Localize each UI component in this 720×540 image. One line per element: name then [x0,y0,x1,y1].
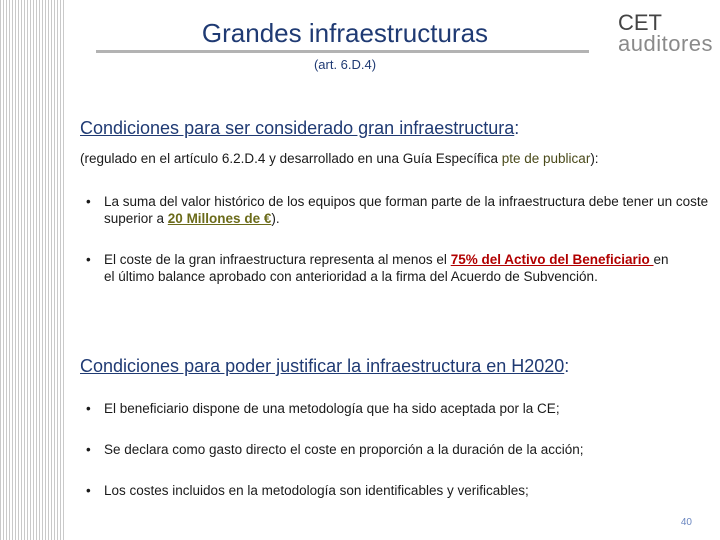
list-item-text [104,251,676,285]
decorative-stripe-bar [0,0,64,540]
section1-heading [80,118,519,139]
highlight-percentage: 75% del Activo del Beneficiario [450,252,654,267]
list-item-text: Los costes incluidos en la metodología son identificables y verificables; [104,483,529,498]
section1-note [80,151,599,166]
bullet-icon: • [86,252,91,267]
bullet-icon: • [86,442,91,457]
section1-heading-colon: : [514,118,520,138]
note-suffix: ): [590,151,599,166]
bullet-text-after: en el último balance aprobado con anterioridad a la firma del Acuerdo de Subvención. [104,252,669,284]
section1-heading-text: Condiciones para ser considerado gran infraestructura [80,118,515,138]
list-item-text: El beneficiario dispone de una metodología que ha sido aceptada por la CE; [104,401,560,416]
bullet-icon: • [86,194,91,209]
page-title: Grandes infraestructuras [201,18,489,48]
company-logo [618,10,714,56]
bullet-icon: • [86,401,91,416]
list-item [86,482,716,499]
note-highlight: pte de publicar [501,151,591,166]
list-item [86,400,716,417]
logo-text-bottom: auditores [618,31,714,56]
bullet-text-before: La suma del valor histórico de los equipos que forman parte de la infraestructura debe tener un coste superior a [104,194,709,226]
bullet-icon: • [86,483,91,498]
section2-heading [80,356,569,377]
bullet-text-after: ). [271,211,280,226]
page-subtitle: (art. 6.D.4) [313,57,377,72]
list-item [86,251,676,285]
list-item-text: Se declara como gasto directo el coste en proporción a la duración de la acción; [104,442,584,457]
section2-heading-text: Condiciones para poder justificar la infraestructura en H2020 [80,356,565,376]
bullet-text-before: El coste de la gran infraestructura representa al menos el [104,252,451,267]
logo-text-top: CET [618,10,662,35]
list-item [86,193,716,227]
highlight-amount: 20 Millones de € [167,211,272,226]
note-prefix: (regulado en el artículo 6.2.D.4 y desarrollado en una Guía Específica [80,151,502,166]
title-divider [96,50,589,53]
page-number: 40 [680,517,692,528]
section2-heading-colon: : [564,356,570,376]
list-item-text [104,193,716,227]
list-item [86,441,716,458]
